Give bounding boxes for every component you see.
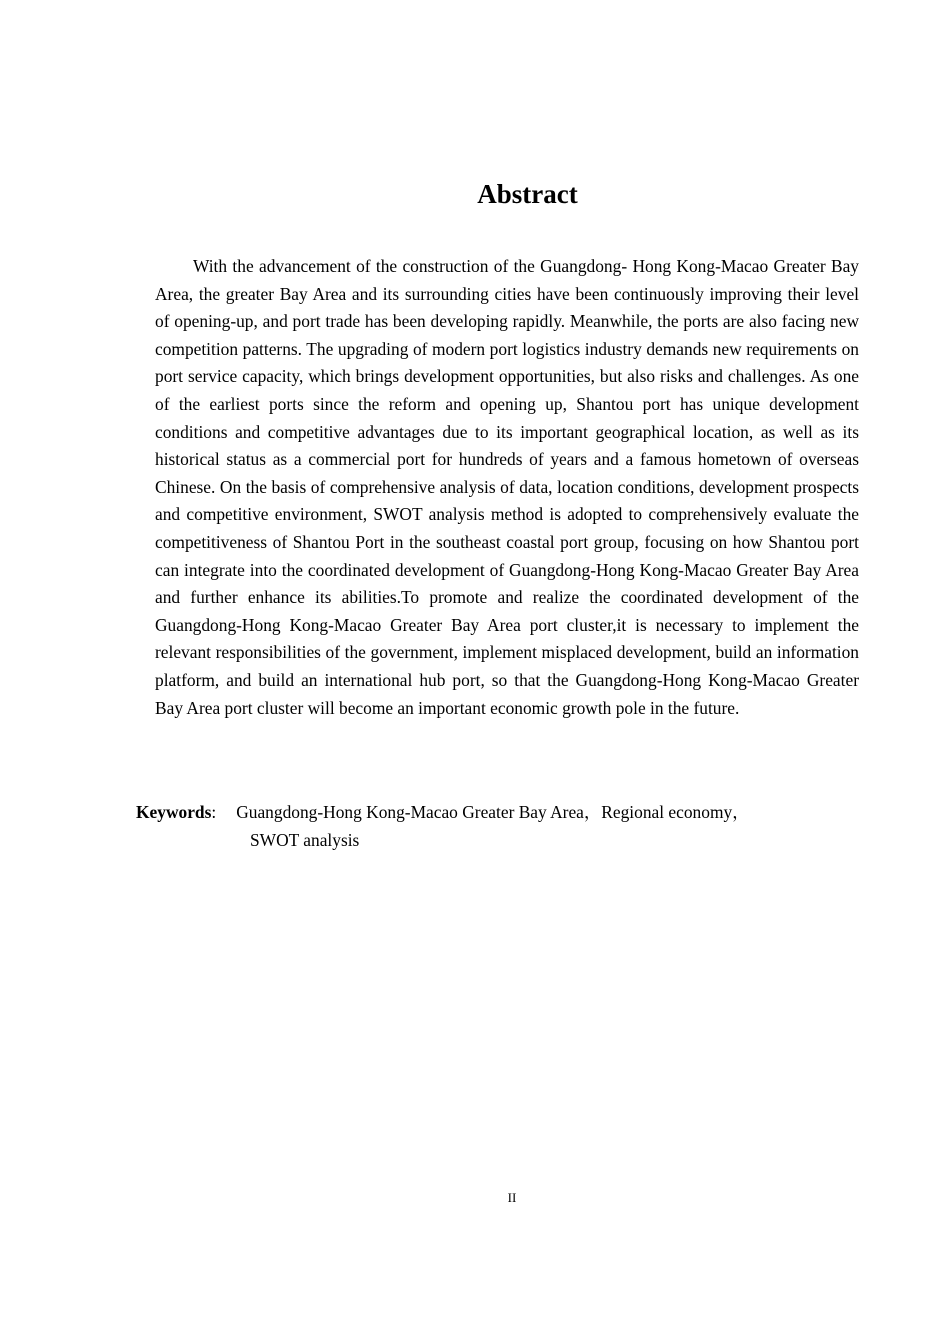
keywords-line-1: Guangdong-Hong Kong-Macao Greater Bay Area，Regional economy，	[236, 802, 750, 822]
keywords-section	[136, 799, 836, 854]
abstract-body: With the advancement of the construction of the Guangdong- Hong Kong-Macao Greater Bay Area, the greater Bay Area and its surrounding cities have been continuously improving their level of opening-up, and port trade has been developing rapidly. Meanwhile, the ports are also facing new competition patterns. The upgrading of modern port logistics industry demands new requirements on port service capacity, which brings development opportunities, but also risks and challenges. As one of the earliest ports since the reform and opening up, Shantou port has unique development conditions and competitive advantages due to its important geographical location, as well as its historical status as a commercial port for hundreds of years and a famous hometown of overseas Chinese. On the basis of comprehensive analysis of data, location conditions, development prospects and competitive environment, SWOT analysis method is adopted to comprehensively evaluate the competitiveness of Shantou Port in the southeast coastal port group, focusing on how Shantou port can integrate into the coordinated development of Guangdong-Hong Kong-Macao Greater Bay Area and further enhance its abilities.To promote and realize the coordinated development of the Guangdong-Hong Kong-Macao Greater Bay Area port cluster,it is necessary to implement the relevant responsibilities of the government, implement misplaced development, build an information platform, and build an international hub port, so that the Guangdong-Hong Kong-Macao Greater Bay Area port cluster will become an important economic growth pole in the future.	[155, 256, 859, 718]
keywords-line-2: SWOT analysis	[250, 829, 360, 850]
abstract-title: Abstract	[477, 179, 578, 209]
keywords-separator: :	[211, 802, 217, 822]
keywords-label: Keywords	[136, 802, 212, 822]
page-number: II	[507, 1190, 517, 1205]
